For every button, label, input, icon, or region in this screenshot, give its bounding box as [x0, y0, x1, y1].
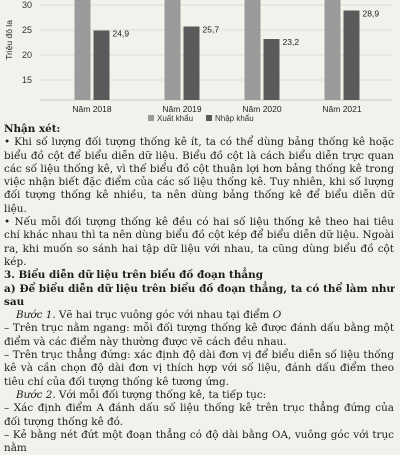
bar-nhap-khau — [264, 39, 280, 100]
bar-xuat-khau — [245, 0, 261, 100]
remark-bullet-2: • Nếu mỗi đối tượng thống kê đều có hai số liệu thống kê theo hai tiêu chí khác nhau thì ta nên dùng biểu đồ cột kép để biểu diễn dữ liệu. Ngoài ra, khi muốn so sánh hai tập dữ liệu với nhau, ta cũng dùng biểu đồ cột kép. — [4, 216, 394, 268]
document-body — [0, 123, 400, 455]
step-1 — [4, 309, 394, 322]
nhan-xet-title: Nhận xét: — [4, 123, 61, 135]
y-tick-label: 25 — [21, 25, 32, 35]
legend-swatch-xuat-khau — [148, 115, 154, 121]
dash-item-3: – Xác định điểm A đánh dấu số liệu thống kê trên trục thẳng đứng của đối tượng thống kê đó. — [4, 402, 394, 428]
dash-item-4: – Kẻ bằng nét đứt một đoạn thẳng có độ dài bằng OA, vuông góc với trục nằm — [4, 428, 394, 455]
y-tick-label: 15 — [21, 75, 32, 85]
section-3-heading: 3. Biểu diễn dữ liệu trên biểu đồ đoạn thẳng — [4, 269, 263, 282]
bar-xuat-khau — [325, 0, 341, 100]
section-a-heading: a) Để biểu diễn dữ liệu trên biểu đồ đoạn thẳng, ta có thể làm như sau — [4, 282, 394, 308]
bar-xuat-khau — [75, 0, 91, 100]
legend-label-nhap-khau: Nhập khẩu — [215, 114, 254, 123]
bar-nhap-khau — [94, 31, 110, 101]
data-label: 25,7 — [202, 24, 220, 35]
category-label: Năm 2019 — [162, 104, 202, 114]
step-2-label: Bước 2. — [16, 388, 56, 401]
bar-nhap-khau — [184, 27, 200, 101]
y-tick-label: 20 — [21, 50, 32, 60]
bar-xuat-khau — [165, 0, 181, 100]
dash-item-1: – Trên trục nằm ngang: mỗi đối tượng thống kê được đánh dấu bằng một điểm và các điểm này thường được vẽ cách đều nhau. — [4, 322, 394, 348]
y-tick-label: 30 — [21, 0, 32, 10]
data-label: 23,2 — [282, 37, 300, 47]
bar-chart — [0, 0, 400, 128]
data-label: 28,9 — [362, 8, 380, 19]
step-1-label: Bước 1. — [16, 309, 56, 322]
legend-label-xuat-khau: Xuất khẩu — [157, 114, 194, 123]
category-label: Năm 2018 — [72, 104, 112, 114]
category-label: Năm 2021 — [322, 104, 362, 114]
y-axis-label: Triệu đô la — [4, 20, 14, 60]
bar-nhap-khau — [344, 11, 360, 101]
step-1-point: O — [272, 309, 282, 322]
step-2 — [4, 389, 394, 402]
category-label: Năm 2020 — [242, 104, 282, 114]
dash-item-2: – Trên trục thẳng đứng: xác định độ dài đơn vị để biểu diễn số liệu thống kê và cần chọn độ dài đơn vị thích hợp với số liệu, đánh dấu điểm theo tiêu chí của đối tượng thống kê tương ứng. — [4, 349, 394, 388]
data-label: 24,9 — [112, 28, 130, 39]
chart-svg — [0, 0, 400, 128]
step-2-text: Với mỗi đối tượng thống kê, ta tiếp tục: — [55, 388, 267, 401]
remark-bullet-1: • Khi số lượng đối tượng thống kê ít, ta có thể dùng bảng thống kê hoặc biểu đồ cột để biểu diễn dữ liệu. Biểu đồ cột là cách biểu diễn trực quan các số liệu thống kê, vì thế biểu đồ cột thuận lợi hơn bảng thống kê trong việc nhận biết đặc điểm của các số liệu thống kê. Tuy nhiên, khi số lượng đối tượng thống kê nhiều, ta nên dùng bảng thống kê để biểu diễn dữ liệu. — [4, 136, 394, 215]
step-1-text: Vẽ hai trục vuông góc với nhau tại điểm — [55, 309, 273, 322]
legend-swatch-nhap-khau — [206, 115, 212, 121]
